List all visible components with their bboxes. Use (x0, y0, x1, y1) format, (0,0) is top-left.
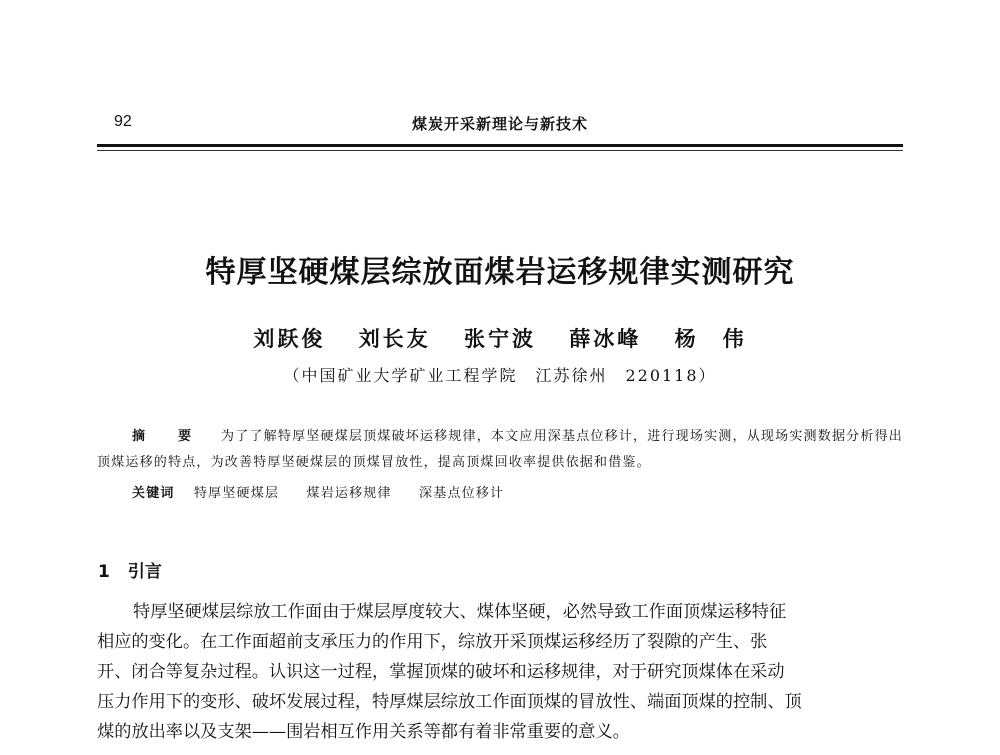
header-rule-thin (97, 150, 903, 151)
header-rule-thick (97, 144, 903, 147)
running-title: 煤炭开采新理论与新技术 (411, 115, 588, 133)
abstract-text: 为了了解特厚坚硬煤层顶煤破坏运移规律，本文应用深基点位移计，进行现场实测，从现场实测数据分析得出顶煤运移的特点，为改善特厚坚硬煤层的顶煤冒放性，提高顶煤回收率提供依据和借鉴。 (97, 429, 903, 470)
affiliation: （中国矿业大学矿业工程学院 江苏徐州 220118） (283, 366, 717, 385)
author-name: 薛冰峰 (569, 326, 642, 351)
author-name: 张宁波 (464, 326, 536, 351)
page-header (100, 113, 900, 139)
body-line: 相应的变化。在工作面超前支承压力的作用下，综放开采顶煤运移经历了裂隙的产生、张 (97, 632, 768, 652)
keyword: 深基点位移计 (419, 486, 505, 501)
abstract-label: 摘 要 (132, 429, 202, 444)
article-title: 特厚坚硬煤层综放面煤岩运移规律实测研究 (205, 255, 795, 290)
body-line: 特厚坚硬煤层综放工作面由于煤层厚度较大、煤体坚硬，必然导致工作面顶煤运移特征 (133, 602, 787, 622)
section-title: 引言 (127, 562, 162, 582)
abstract (97, 424, 903, 476)
keyword: 煤岩运移规律 (306, 486, 392, 501)
section-number: 1 (98, 562, 110, 582)
author-name: 刘长友 (358, 326, 431, 351)
author-name: 杨 伟 (674, 326, 747, 351)
page-number: 92 (114, 113, 132, 130)
body-paragraph (97, 597, 903, 747)
body-line: 煤的放出率以及支架——围岩相互作用关系等都有着非常重要的意义。 (97, 722, 630, 742)
keyword: 特厚坚硬煤层 (193, 486, 280, 501)
author-list (0, 323, 1000, 353)
body-line: 开、闭合等复杂过程。认识这一过程，掌握顶煤的破坏和运移规律，对于研究顶煤体在采动 (97, 662, 785, 682)
keywords-label: 关键词 (132, 486, 175, 501)
body-line: 压力作用下的变形、破坏发展过程，特厚煤层综放工作面顶煤的冒放性、端面顶煤的控制、顶 (97, 692, 802, 712)
keywords (132, 482, 526, 501)
section-heading (98, 557, 162, 582)
author-name: 刘跃俊 (253, 326, 326, 351)
